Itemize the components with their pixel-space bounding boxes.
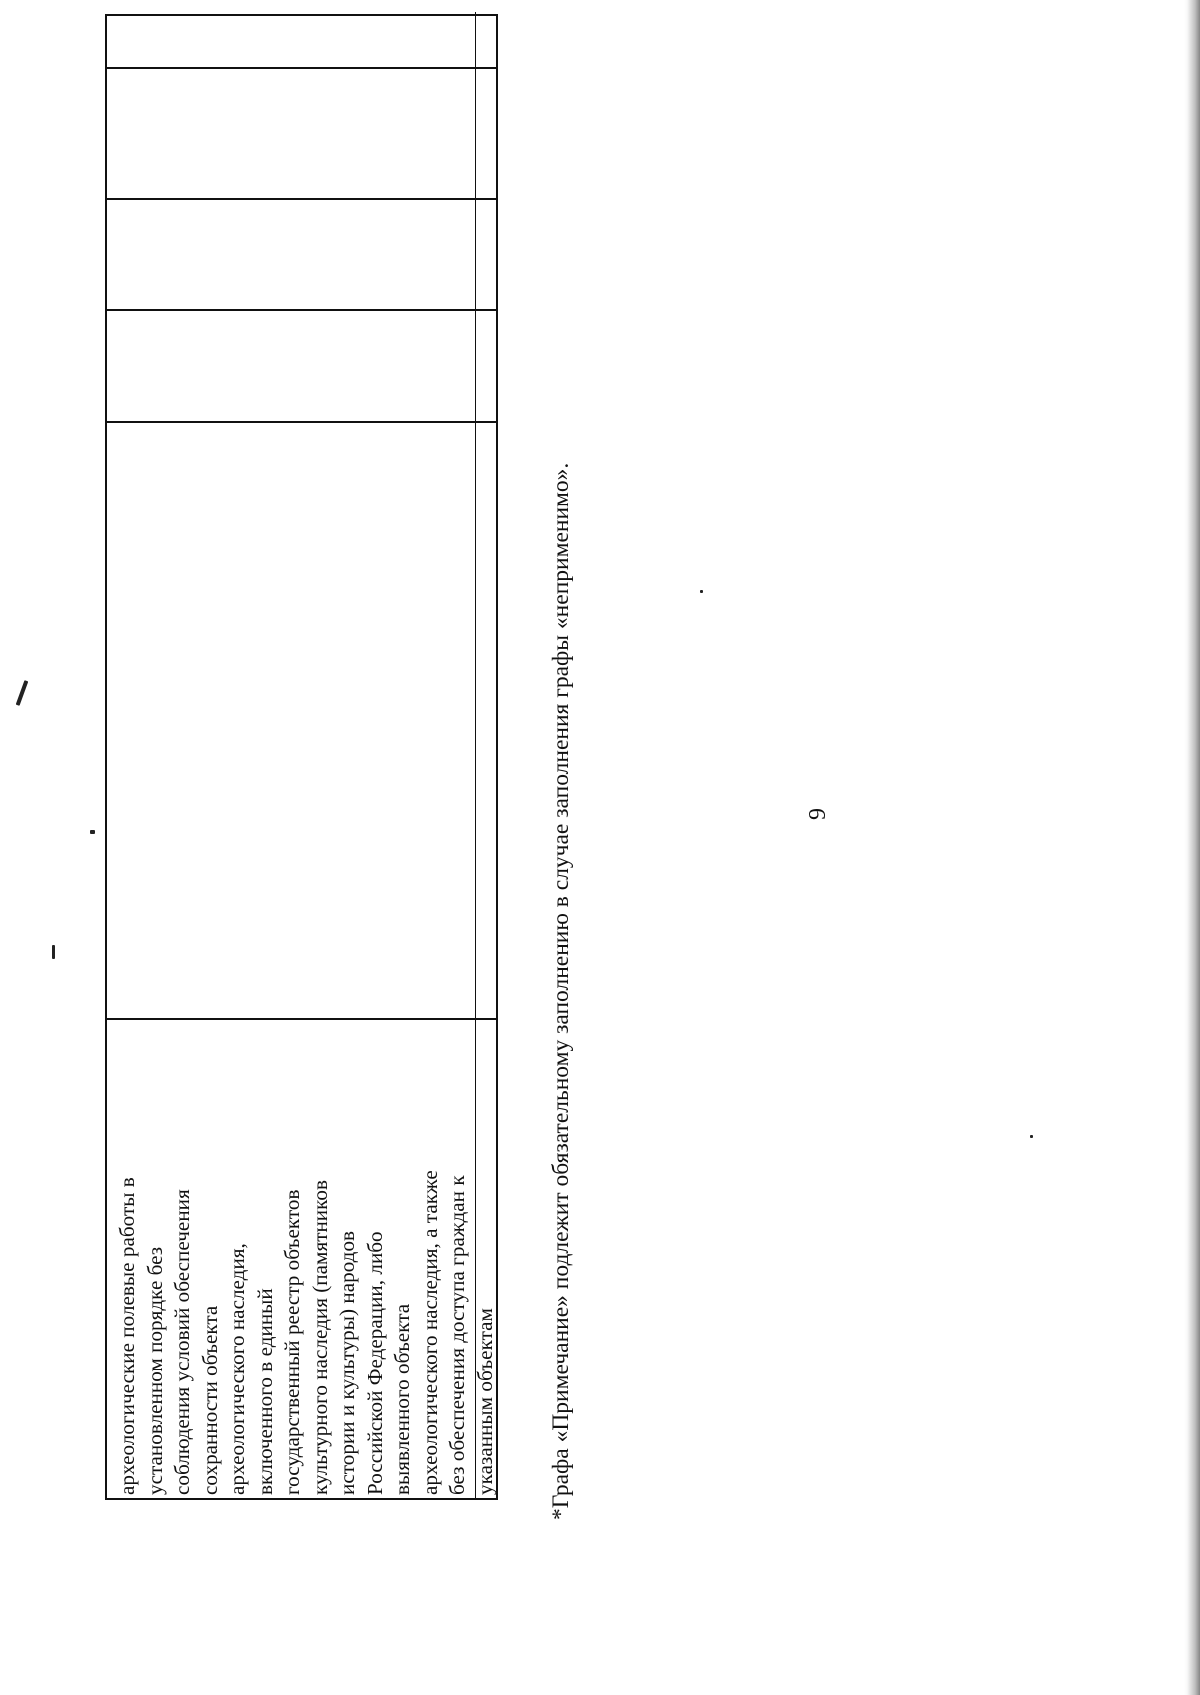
- table: [105, 14, 498, 1500]
- scan-speck: [1030, 1135, 1033, 1138]
- scan-edge-shadow: [1184, 0, 1200, 1695]
- scan-speck: [90, 830, 95, 834]
- column-divider: [107, 198, 496, 200]
- footnote: *Графа «Примечание» подлежит обязательному заполнению в случае заполнения графы «неприменимо».: [548, 462, 574, 1520]
- table-cell-line: указанным объектам: [472, 1308, 497, 1495]
- scan-speck: [52, 945, 55, 959]
- page-number: 9: [805, 808, 831, 820]
- column-divider: [107, 1018, 496, 1020]
- column-divider: [107, 67, 496, 69]
- column-divider: [107, 421, 496, 423]
- column-divider: [107, 309, 496, 311]
- scan-speck: [700, 590, 703, 593]
- table-cell-description: археологические полевые работы в установленном порядке без соблюдения условий обеспечения сохранности объекта археологического наследия, включенного в единый государственный реестр объектов культурного наследия (памятников истории и культуры) народов Российской Федерации, либо выявленного объекта археологического наследия, а также без обеспечения доступа граждан к указанным объектам: [114, 1025, 499, 1495]
